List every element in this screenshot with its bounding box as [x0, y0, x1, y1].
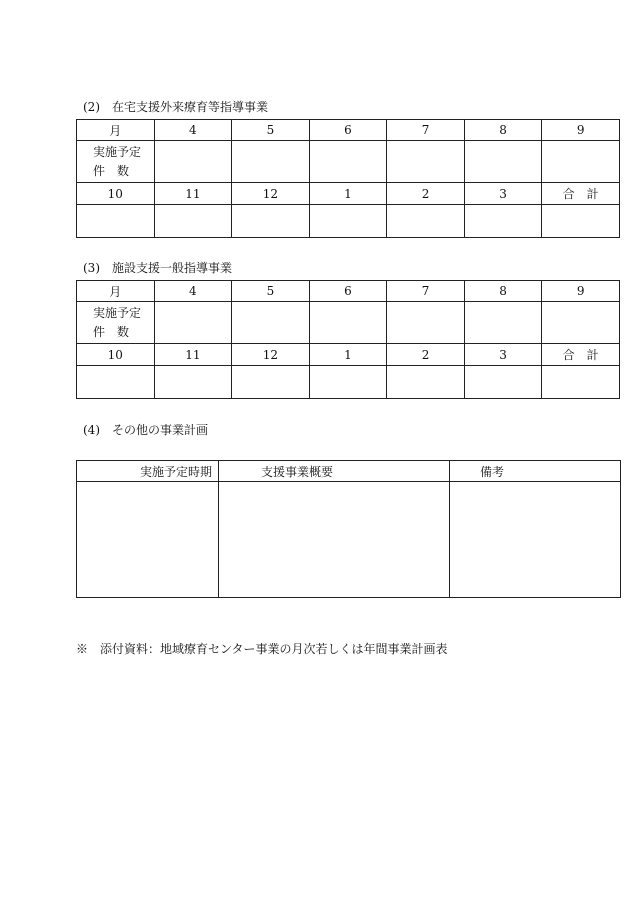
count-cell[interactable] [232, 366, 310, 399]
count-cell[interactable] [309, 302, 387, 344]
count-cell[interactable] [542, 141, 620, 183]
total-cell[interactable] [542, 366, 620, 399]
row-label: 実施予定 件 数 [77, 302, 155, 344]
count-cell[interactable] [387, 141, 465, 183]
section-4-heading: (4) その他の事業計画 [83, 423, 208, 437]
month-cell: 4 [154, 120, 232, 141]
schedule-cell[interactable] [77, 482, 219, 598]
total-header: 合 計 [542, 183, 620, 205]
month-cell: 2 [387, 183, 465, 205]
month-cell: 3 [464, 183, 542, 205]
month-cell: 12 [232, 183, 310, 205]
count-cell[interactable] [387, 366, 465, 399]
count-cell[interactable] [232, 141, 310, 183]
month-header: 月 [77, 120, 155, 141]
count-cell[interactable] [154, 302, 232, 344]
month-cell: 6 [309, 120, 387, 141]
count-cell[interactable] [154, 205, 232, 238]
section-2-table [76, 119, 620, 238]
month-cell: 5 [232, 120, 310, 141]
count-cell[interactable] [154, 141, 232, 183]
count-cell[interactable] [309, 366, 387, 399]
attachment-note: ※ 添付資料：地域療育センター事業の月次若しくは年間事業計画表 [76, 642, 448, 656]
total-cell[interactable] [542, 205, 620, 238]
month-cell: 11 [154, 183, 232, 205]
count-cell[interactable] [464, 205, 542, 238]
month-cell: 9 [542, 120, 620, 141]
count-cell[interactable] [464, 141, 542, 183]
total-header: 合 計 [542, 344, 620, 366]
count-cell[interactable] [77, 205, 155, 238]
month-cell: 11 [154, 344, 232, 366]
count-cell[interactable] [77, 366, 155, 399]
count-cell[interactable] [232, 205, 310, 238]
month-cell: 2 [387, 344, 465, 366]
section-3-table [76, 280, 620, 399]
month-cell: 10 [77, 344, 155, 366]
count-cell[interactable] [309, 141, 387, 183]
count-cell[interactable] [387, 302, 465, 344]
overview-cell[interactable] [219, 482, 450, 598]
count-cell[interactable] [309, 205, 387, 238]
overview-header: 支援事業概要 [219, 461, 450, 482]
schedule-header: 実施予定時期 [77, 461, 219, 482]
count-cell[interactable] [232, 302, 310, 344]
month-cell: 7 [387, 120, 465, 141]
month-cell: 7 [387, 281, 465, 302]
month-cell: 12 [232, 344, 310, 366]
month-cell: 9 [542, 281, 620, 302]
row-label: 実施予定 件 数 [77, 141, 155, 183]
remarks-header: 備考 [450, 461, 621, 482]
month-cell: 1 [309, 344, 387, 366]
month-cell: 5 [232, 281, 310, 302]
month-cell: 10 [77, 183, 155, 205]
count-cell[interactable] [542, 302, 620, 344]
month-cell: 1 [309, 183, 387, 205]
month-cell: 3 [464, 344, 542, 366]
month-cell: 8 [464, 281, 542, 302]
count-cell[interactable] [464, 366, 542, 399]
count-cell[interactable] [464, 302, 542, 344]
month-cell: 6 [309, 281, 387, 302]
month-cell: 4 [154, 281, 232, 302]
count-cell[interactable] [154, 366, 232, 399]
month-header: 月 [77, 281, 155, 302]
count-cell[interactable] [387, 205, 465, 238]
section-3-heading: (3) 施設支援一般指導事業 [83, 261, 232, 275]
month-cell: 8 [464, 120, 542, 141]
section-4-table [76, 460, 621, 598]
remarks-cell[interactable] [450, 482, 621, 598]
section-2-heading: (2) 在宅支援外来療育等指導事業 [83, 100, 268, 114]
